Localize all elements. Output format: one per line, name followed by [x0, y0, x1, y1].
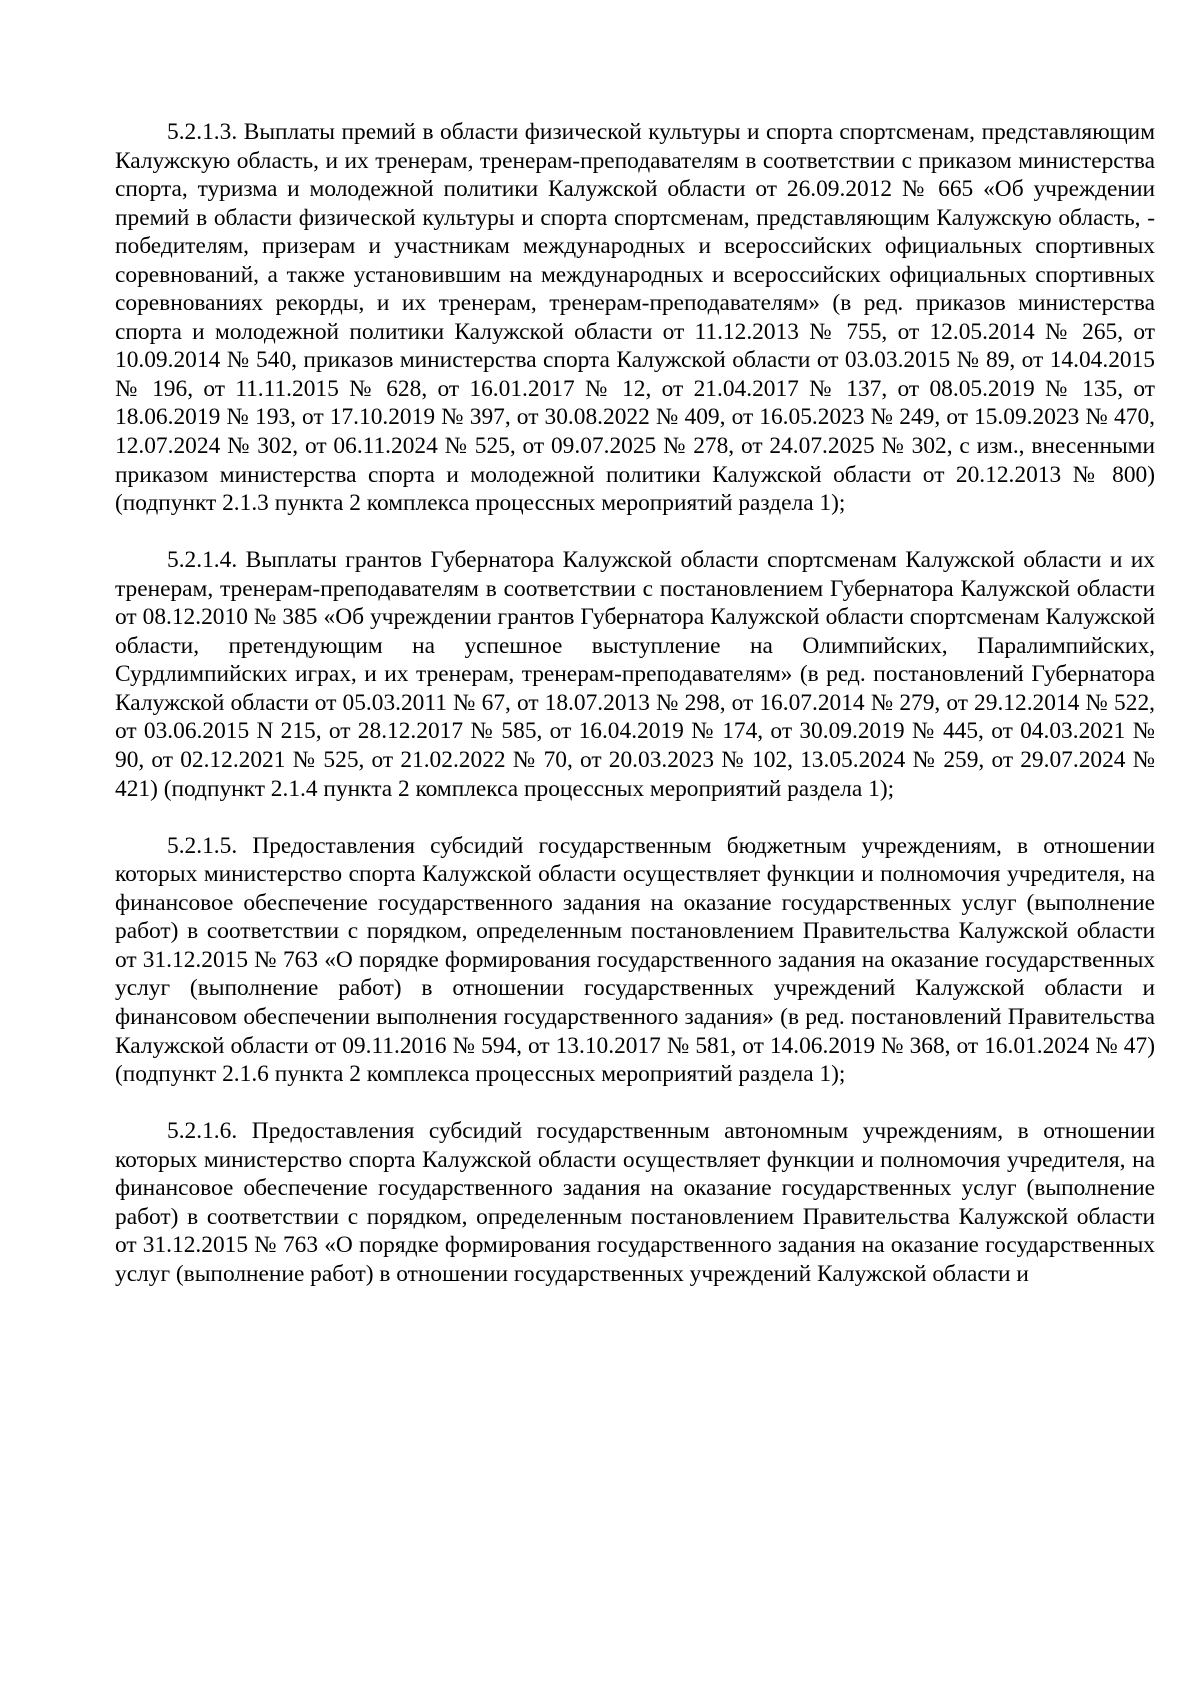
- paragraph-5-2-1-3: 5.2.1.3. Выплаты премий в области физической культуры и спорта спортсменам, представляющим Калужскую область, и их тренерам, тренерам-преподавателям в соответствии с приказом министерства спорта, туризма и молодежной политики Калужской области от 26.09.2012 № 665 «Об учреждении премий в области физической культуры и спорта спортсменам, представляющим Калужскую область, - победителям, призерам и участникам международных и всероссийских официальных спортивных соревнований, а также установившим на международных и всероссийских официальных спортивных соревнованиях рекорды, и их тренерам, тренерам-преподавателям» (в ред. приказов министерства спорта и молодежной политики Калужской области от 11.12.2013 № 755, от 12.05.2014 № 265, от 10.09.2014 № 540, приказов министерства спорта Калужской области от 03.03.2015 № 89, от 14.04.2015 № 196, от 11.11.2015 № 628, от 16.01.2017 № 12, от 21.04.2017 № 137, от 08.05.2019 № 135, от 18.06.2019 № 193, от 17.10.2019 № 397, от 30.08.2022 № 409, от 16.05.2023 № 249, от 15.09.2023 № 470, 12.07.2024 № 302, от 06.11.2024 № 525, от 09.07.2025 № 278, от 24.07.2025 № 302, с изм., внесенными приказом министерства спорта и молодежной политики Калужской области от 20.12.2013 № 800) (подпункт 2.1.3 пункта 2 комплекса процессных мероприятий раздела 1);: [115, 119, 1155, 517]
- paragraph-5-2-1-4: 5.2.1.4. Выплаты грантов Губернатора Калужской области спортсменам Калужской области и их тренерам, тренерам-преподавателям в соответствии с постановлением Губернатора Калужской области от 08.12.2010 № 385 «Об учреждении грантов Губернатора Калужской области спортсменам Калужской области, претендующим на успешное выступление на Олимпийских, Паралимпийских, Сурдлимпийских играх, и их тренерам, тренерам-преподавателям» (в ред. постановлений Губернатора Калужской области от 05.03.2011 № 67, от 18.07.2013 № 298, от 16.07.2014 № 279, от 29.12.2014 № 522, от 03.06.2015 N 215, от 28.12.2017 № 585, от 16.04.2019 № 174, от 30.09.2019 № 445, от 04.03.2021 № 90, от 02.12.2021 № 525, от 21.02.2022 № 70, от 20.03.2023 № 102, 13.05.2024 № 259, от 29.07.2024 № 421) (подпункт 2.1.4 пункта 2 комплекса процессных мероприятий раздела 1);: [115, 547, 1155, 802]
- paragraph-5-2-1-6: 5.2.1.6. Предоставления субсидий государственным автономным учреждениям, в отношении которых министерство спорта Калужской области осуществляет функции и полномочия учредителя, на финансовое обеспечение государственного задания на оказание государственных услуг (выполнение работ) в соответствии с порядком, определенным постановлением Правительства Калужской области от 31.12.2015 № 763 «О порядке формирования государственного задания на оказание государственных услуг (выполнение работ) в отношении государственных учреждений Калужской области и: [115, 1118, 1155, 1287]
- document-page: [115, 118, 1155, 1288]
- paragraph-5-2-1-5: 5.2.1.5. Предоставления субсидий государственным бюджетным учреждениям, в отношении которых министерство спорта Калужской области осуществляет функции и полномочия учредителя, на финансовое обеспечение государственного задания на оказание государственных услуг (выполнение работ) в соответствии с порядком, определенным постановлением Правительства Калужской области от 31.12.2015 № 763 «О порядке формирования государственного задания на оказание государственных услуг (выполнение работ) в отношении государственных учреждений Калужской области и финансовом обеспечении выполнения государственного задания» (в ред. постановлений Правительства Калужской области от 09.11.2016 № 594, от 13.10.2017 № 581, от 14.06.2019 № 368, от 16.01.2024 № 47) (подпункт 2.1.6 пункта 2 комплекса процессных мероприятий раздела 1);: [115, 832, 1155, 1088]
